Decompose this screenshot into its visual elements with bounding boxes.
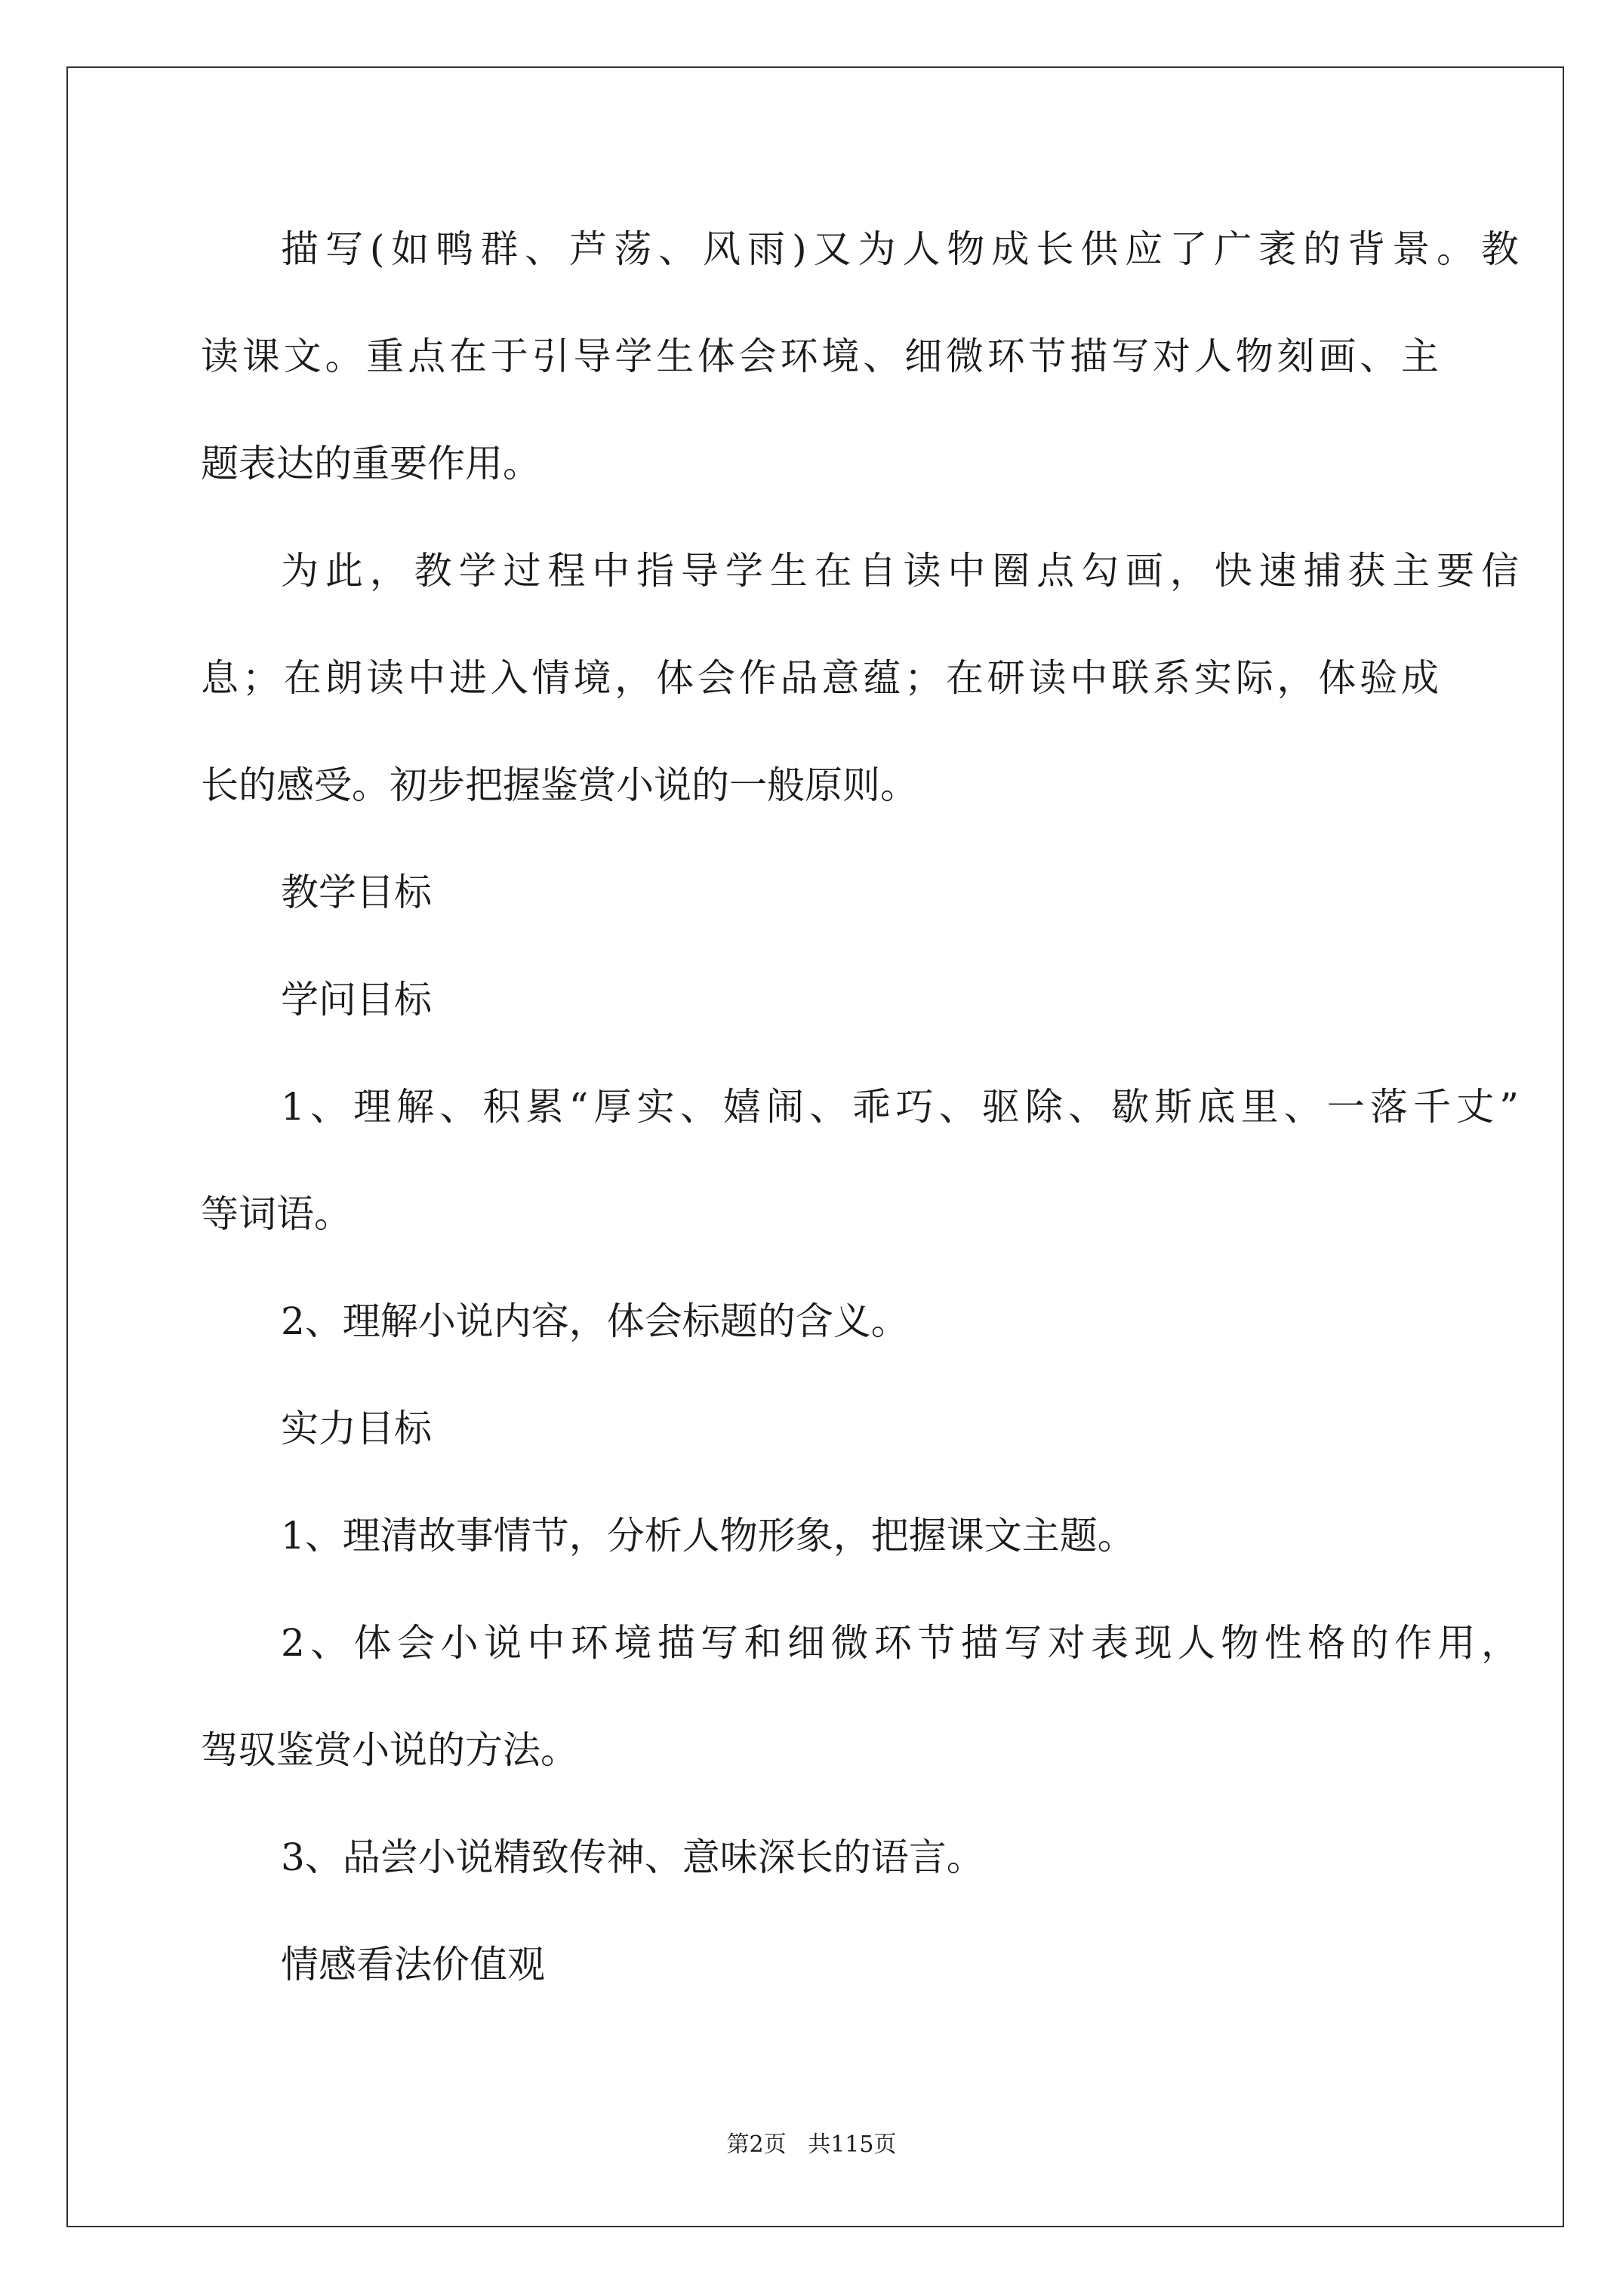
paragraph-line: 长的感受。初步把握鉴赏小说的一般原则。 (201, 763, 918, 807)
paragraph-line: 3、品尝小说精致传神、意味深长的语言。 (281, 1835, 984, 1879)
paragraph-line: 读课文。重点在于引导学生体会环境、细微环节描写对人物刻画、主 (201, 334, 1439, 378)
section-heading: 情感看法价值观 (281, 1943, 545, 1986)
paragraph-line: 描写(如鸭群、芦荡、风雨)又为人物成长供应了广袤的背景。教 (281, 227, 1519, 271)
paragraph-line: 1、理解、积累“厚实、嬉闹、乖巧、驱除、歇斯底里、一落千丈” (281, 1085, 1519, 1129)
paragraph-line: 为此，教学过程中指导学生在自读中圈点勾画，快速捕获主要信 (281, 549, 1519, 593)
section-heading: 学问目标 (281, 978, 432, 1022)
paragraph-line: 题表达的重要作用。 (201, 442, 540, 485)
paragraph-line: 2、理解小说内容，体会标题的含义。 (281, 1299, 909, 1343)
page-footer: 第2页 共115页 (726, 2131, 897, 2158)
paragraph-line: 驾驭鉴赏小说的方法。 (201, 1728, 578, 1772)
section-heading: 实力目标 (281, 1407, 432, 1450)
section-heading: 教学目标 (281, 871, 432, 914)
paragraph-line: 1、理清故事情节，分析人物形象，把握课文主题。 (281, 1514, 1135, 1558)
page-border (66, 66, 1564, 2227)
paragraph-line: 等词语。 (201, 1192, 352, 1236)
paragraph-line: 2、体会小说中环境描写和细微环节描写对表现人物性格的作用， (281, 1621, 1519, 1665)
paragraph-line: 息；在朗读中进入情境，体会作品意蕴；在研读中联系实际，体验成 (201, 656, 1439, 700)
